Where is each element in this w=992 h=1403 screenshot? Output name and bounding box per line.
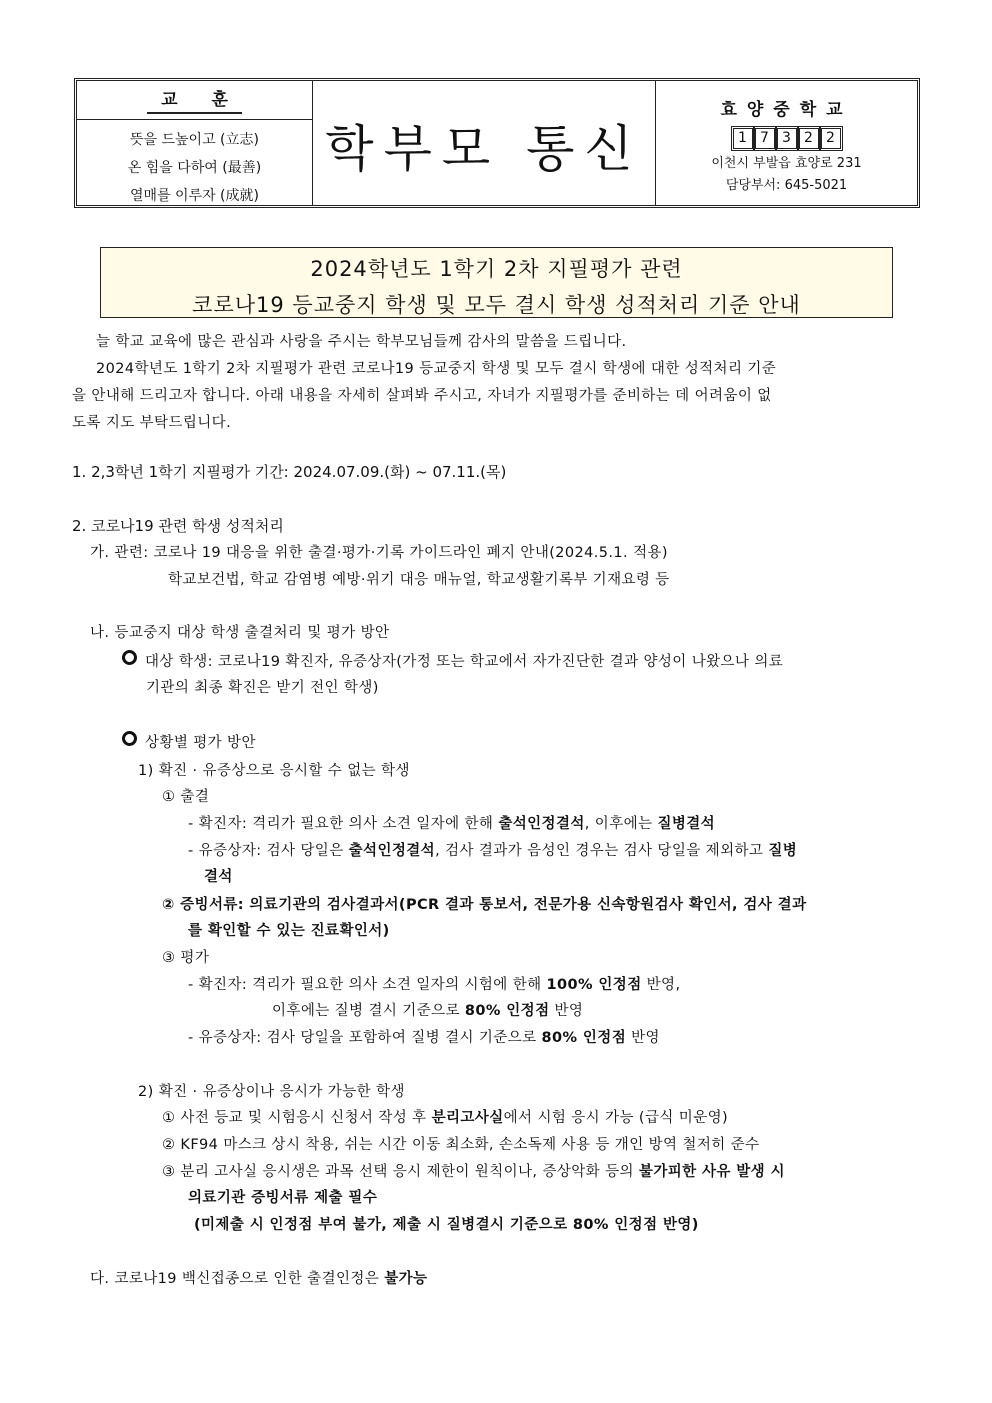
motto-line: 열매를 이루자 (成就) <box>130 188 259 204</box>
newsletter-title: 학부모 통신 <box>325 120 643 178</box>
motto-title: 교 훈 <box>147 90 242 114</box>
case-2-item-1: ① 사전 등교 및 시험응시 신청서 작성 후 분리고사실에서 시험 응시 가능 (급식 미운영) <box>162 1110 729 1126</box>
case-2-title: 2) 확진 · 유증상이나 응시가 가능한 학생 <box>138 1084 405 1100</box>
case-1-evaluation-confirmed: - 확진자: 격리가 필요한 의사 소견 일자의 시험에 한해 100% 인정점 반영, <box>188 977 681 993</box>
school-info <box>656 81 917 205</box>
school-motto <box>77 81 313 205</box>
zip-digit: 7 <box>755 128 775 149</box>
related-law: 학교보건법, 학교 감염병 예방·위기 대응 매뉴얼, 학교생활기록부 기재요령 등 <box>168 572 670 588</box>
section-2-title: 2. 코로나19 관련 학생 성적처리 <box>72 517 284 535</box>
case-2-item-3: ③ 분리 고사실 응시생은 과목 선택 응시 제한이 원칙이나, 증상악화 등의 불가피한 사유 발생 시 <box>162 1164 785 1180</box>
bullet-ring-icon <box>122 731 137 746</box>
case-1-evaluation: ③ 평가 <box>162 950 210 966</box>
case-1-documents: ② 증빙서류: 의료기관의 검사결과서(PCR 결과 통보서, 전문가용 신속항원검사 확인서, 검사 결과 <box>162 897 807 913</box>
case-1-attendance-confirmed: - 확진자: 격리가 필요한 의사 소견 일자에 한해 출석인정결석, 이후에는 질병결석 <box>188 816 716 832</box>
case-2-item-3-cont: 의료기관 증빙서류 제출 필수 <box>188 1190 378 1206</box>
bullet-ring-icon <box>122 650 137 665</box>
header-table <box>74 78 920 208</box>
motto-line: 뜻을 드높이고 (立志) <box>130 132 259 148</box>
notice-title-box <box>100 247 893 318</box>
related-guideline: 가. 관련: 코로나 19 대응을 위한 출결·평가·기록 가이드라인 폐지 안내(2024.5.1. 적용) <box>90 545 668 561</box>
school-name: 효양중학교 <box>720 100 853 120</box>
zip-digit: 2 <box>799 128 819 149</box>
exam-period: 1. 2,3학년 1학기 지필평가 기간: 2024.07.09.(화) ~ 07.11.(목) <box>72 463 507 481</box>
target-students: 대상 학생: 코로나19 확진자, 유증상자(가정 또는 학교에서 자가진단한 결과 양성이 나왔으나 의료 <box>122 650 783 671</box>
zip-digit: 2 <box>821 128 841 149</box>
notice-title-line1: 2024학년도 1학기 2차 지필평가 관련 <box>310 257 683 281</box>
case-1-evaluation-confirmed-cont: 이후에는 질병 결시 기준으로 80% 인정점 반영 <box>272 1003 584 1019</box>
case-1-attendance-symptomatic: - 유증상자: 검사 당일은 출석인정결석, 검사 결과가 음성인 경우는 검사 당일을 제외하고 질병 <box>188 843 798 859</box>
title-cell <box>313 81 656 205</box>
zip-digit: 1 <box>733 128 753 149</box>
case-1-attendance-symptomatic-cont: 결석 <box>204 869 233 885</box>
case-1-attendance: ① 출결 <box>162 789 210 805</box>
motto-line: 온 힘을 다하여 (最善) <box>127 160 262 176</box>
intro-paragraph-2-cont: 을 안내해 드리고자 합니다. 아래 내용을 자세히 살펴봐 주시고, 자녀가 지필평가를 준비하는 데 어려움이 없 <box>72 388 772 404</box>
zip-digit: 3 <box>777 128 797 149</box>
case-1-documents-cont: 를 확인할 수 있는 진료확인서) <box>188 923 390 939</box>
intro-paragraph-2-end: 도록 지도 부탁드립니다. <box>72 415 232 431</box>
school-contact: 담당부서: 645-5021 <box>725 178 848 193</box>
school-address: 이천시 부발읍 효양로 231 <box>711 156 862 171</box>
notice-title-line2: 코로나19 등교중지 학생 및 모두 결시 학생 성적처리 기준 안내 <box>192 293 801 317</box>
zip-code <box>732 128 842 149</box>
intro-paragraph-1: 늘 학교 교육에 많은 관심과 사랑을 주시는 학부모님들께 감사의 말씀을 드립니다. <box>96 334 627 350</box>
subsection-da: 다. 코로나19 백신접종으로 인한 출결인정은 불가능 <box>90 1271 428 1287</box>
target-students-cont: 기관의 최종 확진은 받기 전인 학생) <box>146 680 379 696</box>
case-2-item-3-note: (미제출 시 인정점 부여 불가, 제출 시 질병결시 기준으로 80% 인정점 반영) <box>194 1217 699 1233</box>
case-2-item-2: ② KF94 마스크 상시 착용, 쉬는 시간 이동 최소화, 손소독제 사용 등 개인 방역 철저히 준수 <box>162 1137 760 1153</box>
evaluation-plan: 상황별 평가 방안 <box>122 731 256 752</box>
case-1-evaluation-symptomatic: - 유증상자: 검사 당일을 포함하여 질병 결시 기준으로 80% 인정점 반영 <box>188 1030 660 1046</box>
subsection-na: 나. 등교중지 대상 학생 출결처리 및 평가 방안 <box>90 625 390 641</box>
case-1-title: 1) 확진 · 유증상으로 응시할 수 없는 학생 <box>138 763 410 779</box>
intro-paragraph-2: 2024학년도 1학기 2차 지필평가 관련 코로나19 등교중지 학생 및 모두 결시 학생에 대한 성적처리 기준 <box>96 361 777 377</box>
